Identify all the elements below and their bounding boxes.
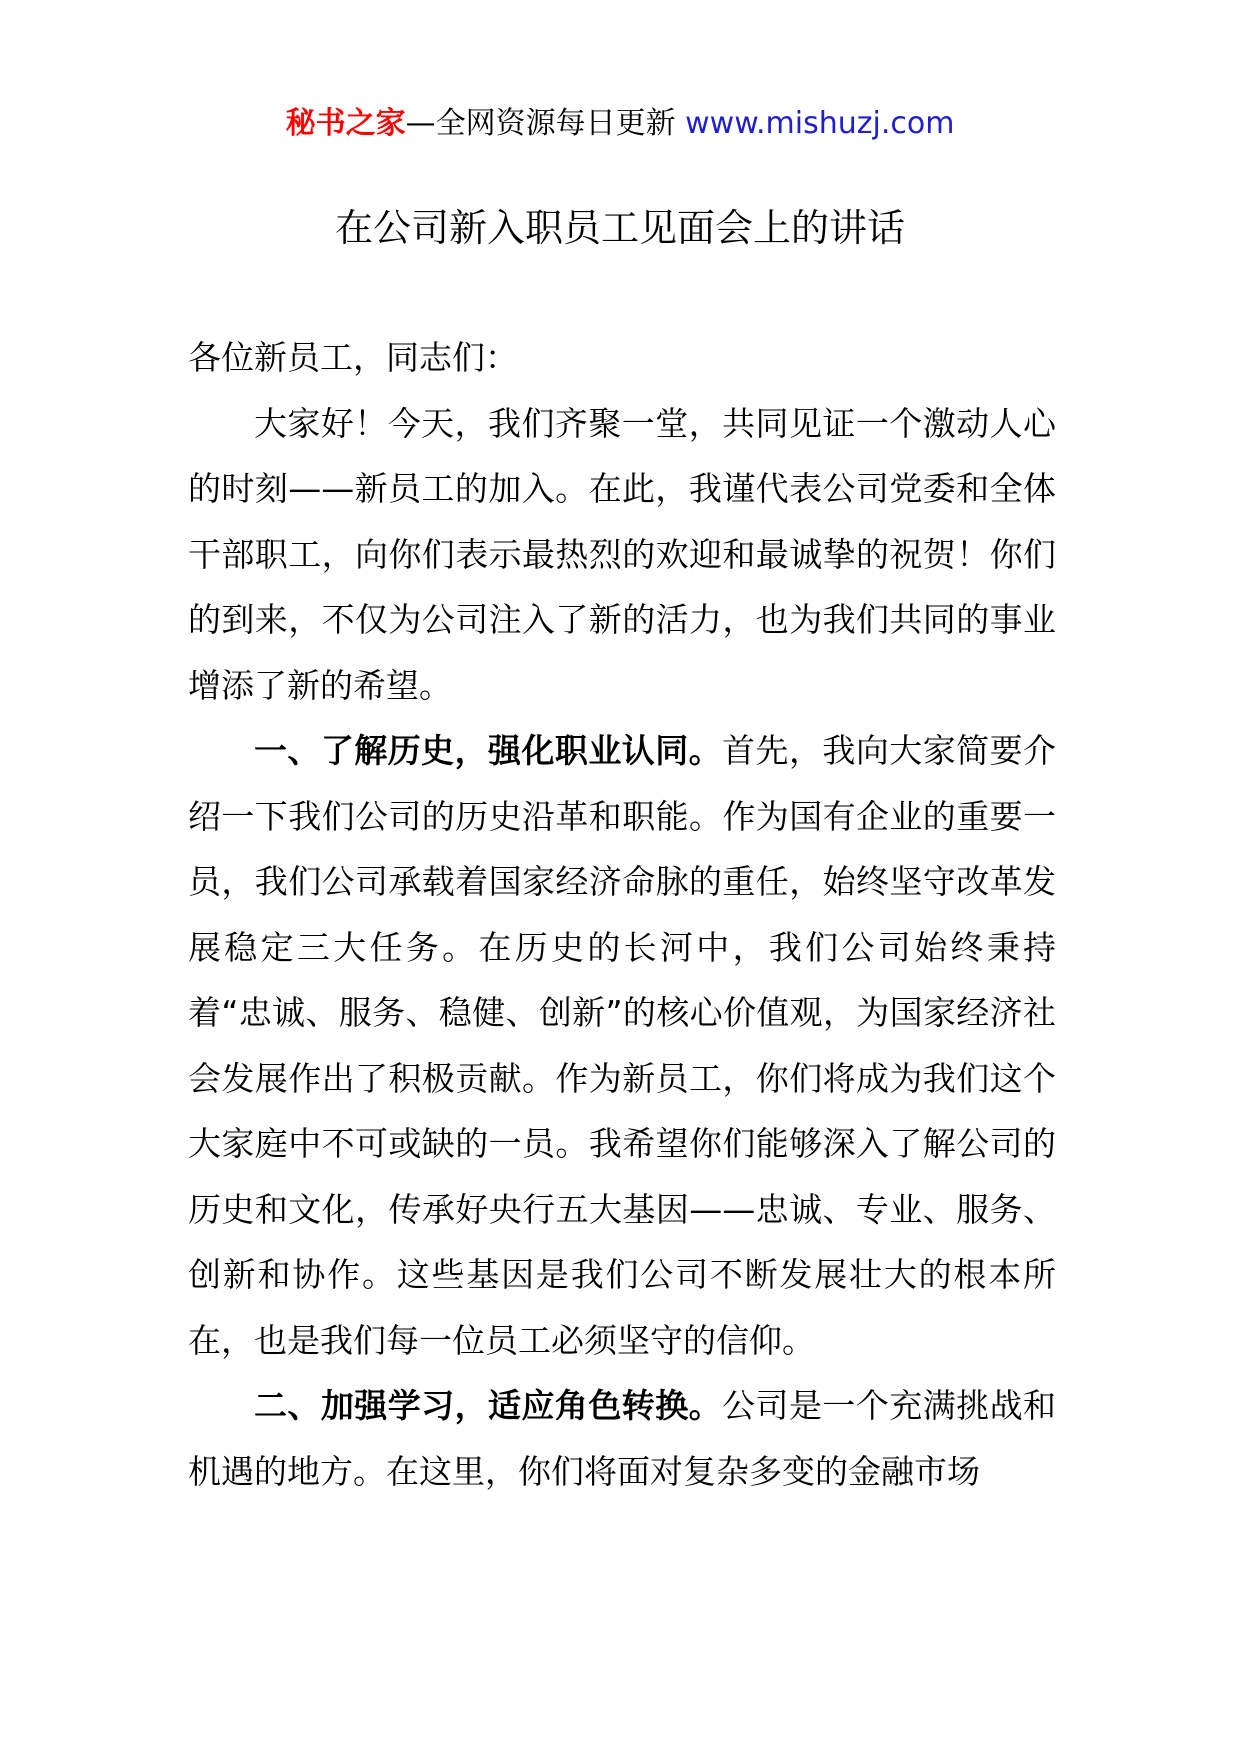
document-body: [188, 325, 1056, 1504]
watermark-slogan: —全网资源每日更新: [405, 106, 676, 141]
paragraph-text: 公司是一个充满挑战和机遇的地方。在这里，你们将面对复杂多变的金融市场: [188, 1386, 1057, 1491]
section-heading: 一、了解历史，强化职业认同。: [254, 731, 723, 770]
salutation: 各位新员工，同志们：: [188, 338, 518, 377]
paragraph-greeting: [188, 391, 1056, 719]
watermark-url[interactable]: www.mishuzj.com: [685, 106, 955, 141]
paragraph-text: 首先，我向大家简要介绍一下我们公司的历史沿革和职能。作为国有企业的重要一员，我们公司承载着国家经济命脉的重任，始终坚守改革发展稳定三大任务。在历史的长河中，我们公司始终秉持着“忠诚、服务、稳健、创新”的核心价值观，为国家经济社会发展作出了积极贡献。作为新员工，你们将成为我们这个大家庭中不可或缺的一员。我希望你们能够深入了解公司的历史和文化，传承好央行五大基因——忠诚、专业、服务、创新和协作。这些基因是我们公司不断发展壮大的根本所在，也是我们每一位员工必须坚守的信仰。: [188, 731, 1057, 1360]
paragraph-text: 大家好！今天，我们齐聚一堂，共同见证一个激动人心的时刻——新员工的加入。在此，我谨代表公司党委和全体干部职工，向你们表示最热烈的欢迎和最诚挚的祝贺！你们的到来，不仅为公司注入了新的活力，也为我们共同的事业增添了新的希望。: [188, 403, 1056, 705]
paragraph-section-two: [188, 1373, 1056, 1504]
document-title: 在公司新入职员工见面会上的讲话: [334, 206, 905, 250]
watermark-header: [0, 100, 1240, 148]
watermark-brand: 秘书之家: [285, 106, 406, 141]
section-heading: 二、加强学习，适应角色转换。: [254, 1386, 723, 1425]
paragraph-section-one: [188, 718, 1056, 1373]
